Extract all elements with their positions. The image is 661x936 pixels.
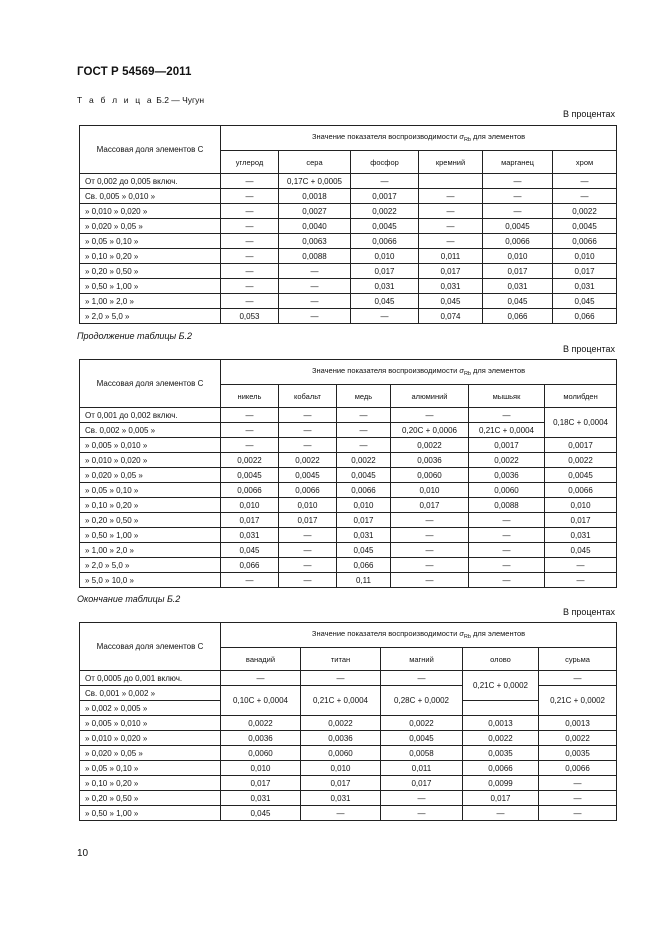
table-caption — [77, 95, 204, 105]
table-row — [80, 716, 617, 731]
row-label: » 0,10 » 0,20 » — [80, 498, 221, 513]
table-cell: 0,010 — [553, 249, 617, 264]
table-cell: 0,0022 — [351, 204, 419, 219]
table-cell: 0,0066 — [221, 483, 279, 498]
row-label: » 2,0 » 5,0 » — [80, 558, 221, 573]
table-cell: 0,21C + 0,0004 — [469, 423, 545, 438]
column-header: кремний — [419, 151, 483, 174]
table-cell: — — [279, 264, 351, 279]
table-cell: — — [351, 174, 419, 189]
table-row — [80, 264, 617, 279]
row-label: » 0,005 » 0,010 » — [80, 438, 221, 453]
table-cell: 0,0013 — [463, 716, 539, 731]
table-cell: — — [221, 408, 279, 423]
table-cell: — — [483, 189, 553, 204]
table-cell: 0,0058 — [381, 746, 463, 761]
table-cell: — — [539, 806, 617, 821]
table-cell: 0,0066 — [553, 234, 617, 249]
table-cell: 0,010 — [337, 498, 391, 513]
table-cell: 0,0066 — [351, 234, 419, 249]
row-label: » 0,10 » 0,20 » — [80, 249, 221, 264]
table-cell: 0,031 — [553, 279, 617, 294]
table-cell: — — [483, 174, 553, 189]
table-row — [80, 204, 617, 219]
table-cell: 0,0066 — [545, 483, 617, 498]
table-row — [80, 468, 617, 483]
table-cell: 0,0060 — [301, 746, 381, 761]
header-mass-fraction: Массовая доля элементов C — [80, 623, 221, 671]
table-cell: — — [469, 513, 545, 528]
table-cell: 0,031 — [351, 279, 419, 294]
table-cell: 0,031 — [545, 528, 617, 543]
table-cell: 0,0088 — [469, 498, 545, 513]
table-cell: 0,10C + 0,0004 — [221, 686, 301, 716]
table-row — [80, 791, 617, 806]
table-row — [80, 513, 617, 528]
row-label: » 0,005 » 0,010 » — [80, 716, 221, 731]
table-cell: — — [279, 543, 337, 558]
table-row — [80, 438, 617, 453]
table-cell: 0,0045 — [337, 468, 391, 483]
row-label: » 0,20 » 0,50 » — [80, 513, 221, 528]
table-cell: 0,0022 — [391, 438, 469, 453]
table-cell: 0,017 — [337, 513, 391, 528]
row-label: От 0,002 до 0,005 включ. — [80, 174, 221, 189]
row-label: » 0,50 » 1,00 » — [80, 279, 221, 294]
row-label: » 0,020 » 0,05 » — [80, 746, 221, 761]
units-label-3: В процентах — [563, 607, 615, 617]
table-cell: 0,0088 — [279, 249, 351, 264]
table-row — [80, 453, 617, 468]
column-header: сера — [279, 151, 351, 174]
table-row — [80, 423, 617, 438]
table-row — [80, 746, 617, 761]
table-cell: 0,20C + 0,0006 — [391, 423, 469, 438]
header-reproducibility: Значение показателя воспроизводимости $\sigma_{Rb}$ для элементов — [221, 126, 617, 151]
table-row — [80, 189, 617, 204]
table-cell: 0,017 — [279, 513, 337, 528]
table-cell: — — [381, 671, 463, 686]
row-label: Св. 0,005 » 0,010 » — [80, 189, 221, 204]
table-cell: — — [391, 408, 469, 423]
continuation-title-2: Продолжение таблицы Б.2 — [77, 331, 193, 341]
table-cell: — — [279, 309, 351, 324]
table-cell: 0,010 — [545, 498, 617, 513]
table-cell: 0,0066 — [337, 483, 391, 498]
table-cell: 0,0022 — [463, 731, 539, 746]
header-reproducibility: Значение показателя воспроизводимости $\sigma_{Rb}$ для элементов — [221, 360, 617, 385]
table-cell: 0,0060 — [391, 468, 469, 483]
table-cast-iron-part-1 — [79, 125, 617, 324]
table-cell: — — [545, 573, 617, 588]
table-cell: — — [483, 204, 553, 219]
table-row — [80, 731, 617, 746]
sigma-symbol: σ — [459, 628, 464, 638]
table-cell: 0,045 — [337, 543, 391, 558]
table-cell: — — [337, 423, 391, 438]
table-cell: — — [391, 543, 469, 558]
table-cell: — — [279, 558, 337, 573]
column-header: молибден — [545, 385, 617, 408]
table-cast-iron-part-3 — [79, 622, 617, 821]
table-cell: 0,010 — [351, 249, 419, 264]
table-row — [80, 249, 617, 264]
table-cell: 0,0022 — [221, 453, 279, 468]
row-label: » 0,002 » 0,005 » — [80, 701, 221, 716]
table-cell: — — [279, 408, 337, 423]
table-row — [80, 219, 617, 234]
table-cell — [419, 174, 483, 189]
table-cell: — — [391, 528, 469, 543]
table-cell: — — [221, 264, 279, 279]
table-cell: — — [469, 543, 545, 558]
table-cell: 0,0060 — [469, 483, 545, 498]
column-header: алюминий — [391, 385, 469, 408]
table-cell: 0,0017 — [545, 438, 617, 453]
table-cell: 0,0035 — [539, 746, 617, 761]
table-cell: — — [539, 671, 617, 686]
table-cell: 0,0022 — [337, 453, 391, 468]
table-cell: — — [381, 806, 463, 821]
table-cell: — — [463, 806, 539, 821]
table-cell: — — [553, 189, 617, 204]
units-label-2: В процентах — [563, 344, 615, 354]
row-label: » 1,00 » 2,0 » — [80, 543, 221, 558]
table-cell: 0,0022 — [381, 716, 463, 731]
table-cast-iron-part-2 — [79, 359, 617, 588]
row-label: » 0,010 » 0,020 » — [80, 731, 221, 746]
page-number: 10 — [77, 848, 89, 859]
table-cell: 0,0060 — [221, 746, 301, 761]
table-cell: 0,0066 — [463, 761, 539, 776]
table-cell: 0,0036 — [391, 453, 469, 468]
table-cell: 0,11 — [337, 573, 391, 588]
table-cell: — — [221, 234, 279, 249]
table-cell: 0,010 — [279, 498, 337, 513]
table-row — [80, 234, 617, 249]
table-cell: 0,066 — [221, 558, 279, 573]
table-cell: 0,045 — [483, 294, 553, 309]
table-cell: — — [337, 438, 391, 453]
header-mass-fraction: Массовая доля элементов C — [80, 126, 221, 174]
sigma-symbol: σ — [459, 365, 464, 375]
table-cell: — — [279, 438, 337, 453]
table-cell: 0,21C + 0,0002 — [463, 671, 539, 701]
units-label-1: В процентах — [563, 109, 615, 119]
table-cell: 0,0036 — [469, 468, 545, 483]
table-cell: 0,0017 — [351, 189, 419, 204]
row-label: » 1,00 » 2,0 » — [80, 294, 221, 309]
column-header: фосфор — [351, 151, 419, 174]
table-cell: 0,045 — [351, 294, 419, 309]
table-row — [80, 174, 617, 189]
table-cell: 0,066 — [337, 558, 391, 573]
table-cell: — — [469, 558, 545, 573]
table-cell: — — [301, 806, 381, 821]
table-cell: 0,031 — [301, 791, 381, 806]
table-cell: 0,0045 — [381, 731, 463, 746]
row-label: От 0,001 до 0,002 включ. — [80, 408, 221, 423]
row-label: » 0,010 » 0,020 » — [80, 453, 221, 468]
table-cell: — — [469, 408, 545, 423]
table-cell: 0,017 — [381, 776, 463, 791]
table-row — [80, 776, 617, 791]
column-header: хром — [553, 151, 617, 174]
table-row — [80, 543, 617, 558]
table-cell: — — [419, 234, 483, 249]
table-cell: 0,0035 — [463, 746, 539, 761]
table-cell: — — [381, 791, 463, 806]
table-cell: — — [391, 558, 469, 573]
table-row — [80, 528, 617, 543]
table-cell: — — [279, 528, 337, 543]
table-cell: 0,0045 — [351, 219, 419, 234]
row-label: Св. 0,001 » 0,002 » — [80, 686, 221, 701]
table-cell: 0,045 — [221, 806, 301, 821]
table-cell: 0,011 — [381, 761, 463, 776]
table-cell: — — [221, 204, 279, 219]
table-cell: 0,017 — [301, 776, 381, 791]
table-cell: 0,017 — [463, 791, 539, 806]
table-cell: — — [221, 423, 279, 438]
row-label: Св. 0,002 » 0,005 » — [80, 423, 221, 438]
table-cell: — — [301, 671, 381, 686]
row-label: » 0,50 » 1,00 » — [80, 806, 221, 821]
table-cell: 0,017 — [483, 264, 553, 279]
table-cell: 0,18C + 0,0004 — [545, 408, 617, 438]
table-cell: — — [221, 294, 279, 309]
table-cell: 0,0099 — [463, 776, 539, 791]
column-header: мышьяк — [469, 385, 545, 408]
table-cell: 0,21C + 0,0004 — [301, 686, 381, 716]
table-cell: 0,0066 — [279, 483, 337, 498]
table-cell: 0,017 — [545, 513, 617, 528]
header-reproducibility: Значение показателя воспроизводимости $\sigma_{Rb}$ для элементов — [221, 623, 617, 648]
row-label: » 5,0 » 10,0 » — [80, 573, 221, 588]
table-cell: 0,017 — [351, 264, 419, 279]
column-header: ванадий — [221, 648, 301, 671]
table-cell: — — [419, 219, 483, 234]
table-row — [80, 761, 617, 776]
table-cell: — — [539, 791, 617, 806]
table-cell: 0,0036 — [301, 731, 381, 746]
table-cell: 0,28C + 0,0002 — [381, 686, 463, 716]
row-label: » 0,05 » 0,10 » — [80, 234, 221, 249]
table-cell: 0,0013 — [539, 716, 617, 731]
row-label: От 0,0005 до 0,001 включ. — [80, 671, 221, 686]
table-cell: — — [221, 671, 301, 686]
table-cell: 0,045 — [419, 294, 483, 309]
table-cell: — — [279, 423, 337, 438]
table-cell: 0,010 — [391, 483, 469, 498]
table-cell: 0,010 — [221, 498, 279, 513]
table-row — [80, 498, 617, 513]
table-cell: — — [469, 528, 545, 543]
table-cell: — — [221, 174, 279, 189]
table-cell: 0,0066 — [539, 761, 617, 776]
column-header: марганец — [483, 151, 553, 174]
table-row — [80, 573, 617, 588]
sigma-symbol: σ — [459, 131, 464, 141]
row-label: » 0,50 » 1,00 » — [80, 528, 221, 543]
column-header: олово — [463, 648, 539, 671]
table-cell: — — [279, 573, 337, 588]
table-cell: — — [279, 279, 351, 294]
table-cell: 0,066 — [483, 309, 553, 324]
table-cell: 0,0045 — [221, 468, 279, 483]
table-cell: 0,074 — [419, 309, 483, 324]
table-cell: 0,0018 — [279, 189, 351, 204]
table-cell: 0,0027 — [279, 204, 351, 219]
column-header: сурьма — [539, 648, 617, 671]
table-cell: 0,0022 — [279, 453, 337, 468]
row-label: » 0,010 » 0,020 » — [80, 204, 221, 219]
table-cell: 0,0045 — [545, 468, 617, 483]
table-cell: — — [469, 573, 545, 588]
table-cell: 0,017 — [553, 264, 617, 279]
table-cell: 0,010 — [221, 761, 301, 776]
row-label: » 0,20 » 0,50 » — [80, 791, 221, 806]
row-label: » 0,020 » 0,05 » — [80, 468, 221, 483]
table-cell: 0,010 — [301, 761, 381, 776]
table-cell: — — [221, 249, 279, 264]
table-cell: — — [545, 558, 617, 573]
table-cell: 0,0022 — [553, 204, 617, 219]
caption-label: Т а б л и ц а — [77, 95, 154, 105]
table-row — [80, 294, 617, 309]
table-cell: — — [391, 513, 469, 528]
table-cell: — — [279, 294, 351, 309]
caption-text: Б.2 — Чугун — [156, 95, 205, 105]
table-cell: 0,010 — [483, 249, 553, 264]
table-cell: 0,0017 — [469, 438, 545, 453]
table-cell: — — [221, 573, 279, 588]
table-cell: 0,0066 — [483, 234, 553, 249]
table-cell: 0,017 — [221, 776, 301, 791]
table-cell: 0,21C + 0,0002 — [539, 686, 617, 716]
table-cell: 0,066 — [553, 309, 617, 324]
table-row — [80, 483, 617, 498]
table-cell: 0,031 — [221, 791, 301, 806]
column-header: никель — [221, 385, 279, 408]
table-cell: 0,17C + 0,0005 — [279, 174, 351, 189]
table-cell: — — [419, 204, 483, 219]
table-cell: 0,0063 — [279, 234, 351, 249]
table-cell: 0,045 — [221, 543, 279, 558]
table-cell: — — [351, 309, 419, 324]
table-cell: 0,031 — [337, 528, 391, 543]
table-cell: — — [337, 408, 391, 423]
table-row — [80, 806, 617, 821]
table-cell: 0,031 — [419, 279, 483, 294]
table-row — [80, 408, 617, 423]
row-label: » 0,020 » 0,05 » — [80, 219, 221, 234]
table-cell: 0,0045 — [483, 219, 553, 234]
column-header: углерод — [221, 151, 279, 174]
table-cell: — — [221, 219, 279, 234]
table-cell: 0,031 — [221, 528, 279, 543]
table-cell: — — [221, 189, 279, 204]
table-cell: 0,0022 — [539, 731, 617, 746]
table-cell: 0,053 — [221, 309, 279, 324]
table-row — [80, 558, 617, 573]
table-row — [80, 671, 617, 686]
table-cell: 0,011 — [419, 249, 483, 264]
table-cell: 0,0045 — [553, 219, 617, 234]
table-cell: 0,017 — [391, 498, 469, 513]
row-label: » 0,05 » 0,10 » — [80, 483, 221, 498]
column-header: медь — [337, 385, 391, 408]
table-cell: 0,045 — [545, 543, 617, 558]
table-cell — [463, 701, 539, 716]
table-cell: 0,045 — [553, 294, 617, 309]
table-cell: 0,017 — [419, 264, 483, 279]
table-cell: 0,017 — [221, 513, 279, 528]
table-row — [80, 309, 617, 324]
table-row — [80, 279, 617, 294]
column-header: титан — [301, 648, 381, 671]
table-cell: — — [539, 776, 617, 791]
table-cell: 0,031 — [483, 279, 553, 294]
row-label: » 2,0 » 5,0 » — [80, 309, 221, 324]
table-cell: — — [391, 573, 469, 588]
table-cell: — — [553, 174, 617, 189]
row-label: » 0,05 » 0,10 » — [80, 761, 221, 776]
table-cell: 0,0036 — [221, 731, 301, 746]
table-cell: — — [419, 189, 483, 204]
table-cell: 0,0022 — [545, 453, 617, 468]
table-cell: 0,0022 — [221, 716, 301, 731]
continuation-title-3: Окончание таблицы Б.2 — [77, 594, 181, 604]
table-cell: — — [221, 279, 279, 294]
table-cell: 0,0045 — [279, 468, 337, 483]
row-label: » 0,10 » 0,20 » — [80, 776, 221, 791]
document-title: ГОСТ Р 54569—2011 — [77, 66, 192, 78]
row-label: » 0,20 » 0,50 » — [80, 264, 221, 279]
table-cell: — — [221, 438, 279, 453]
column-header: кобальт — [279, 385, 337, 408]
column-header: магний — [381, 648, 463, 671]
table-cell: 0,0022 — [301, 716, 381, 731]
table-cell: 0,0022 — [469, 453, 545, 468]
table-cell: 0,0040 — [279, 219, 351, 234]
header-mass-fraction: Массовая доля элементов C — [80, 360, 221, 408]
